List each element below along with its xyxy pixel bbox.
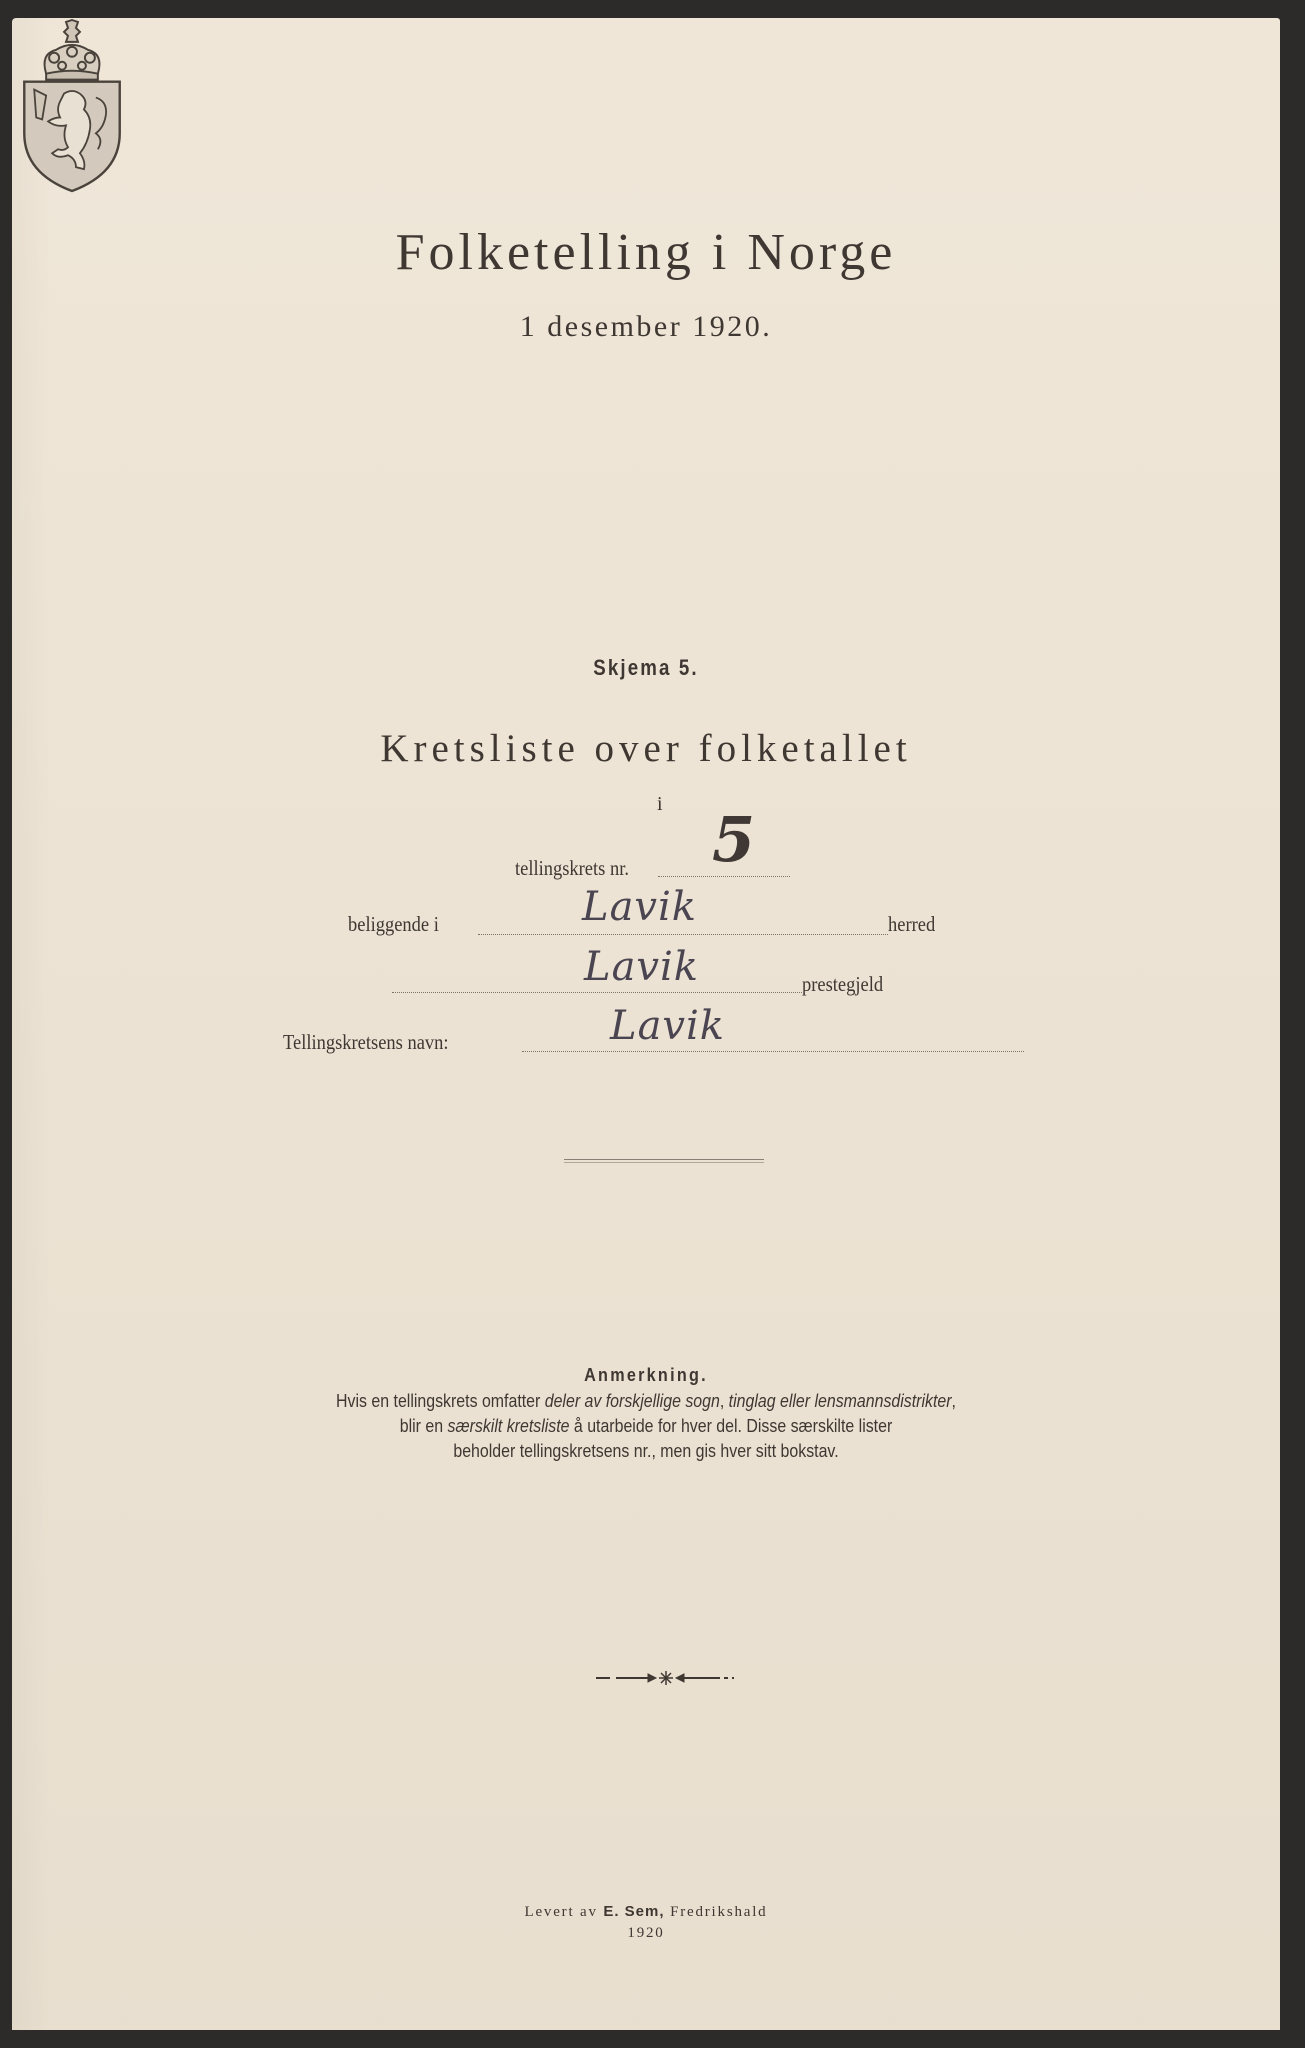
- norway-coat-of-arms-icon: [12, 18, 132, 193]
- note-line-2-text: blir en: [399, 1415, 448, 1436]
- divider-rule: [564, 1159, 764, 1160]
- tellingskrets-line: [658, 876, 790, 877]
- tellingskrets-label: tellingskrets nr.: [515, 856, 629, 880]
- note-line-1-italic-2: tinglag eller lensmannsdistrikter: [728, 1390, 952, 1411]
- printer-year: 1920: [627, 1925, 665, 1941]
- note-line-2-rest: å utarbeide for hver del. Disse særskilte lister: [569, 1415, 893, 1436]
- prestegjeld-value[interactable]: Lavik: [584, 944, 700, 990]
- prestegjeld-line: [392, 992, 802, 993]
- form-number: Skjema 5.: [593, 655, 699, 680]
- navn-label: Tellingskretsens navn:: [283, 1030, 449, 1054]
- note-title: Anmerkning.: [584, 1365, 708, 1385]
- note-line-3: beholder tellingskretsens nr., men gis hver sitt bokstav.: [453, 1440, 839, 1461]
- herred-line: [478, 934, 888, 935]
- printer-location: Fredrikshald: [664, 1904, 768, 1920]
- note-line-2: [101, 1415, 1191, 1437]
- ornament-divider-icon: [590, 1668, 742, 1688]
- form-title: Kretsliste over folketallet: [380, 727, 912, 770]
- navn-line: [522, 1051, 1024, 1052]
- printer-name: E. Sem,: [603, 1903, 665, 1920]
- printer-credit-prefix: Levert av: [524, 1904, 604, 1920]
- herred-value[interactable]: Lavik: [582, 884, 698, 930]
- printer-credit: [12, 1903, 1280, 1921]
- divider-rule-secondary: [564, 1162, 764, 1163]
- note-line-1-sep: ,: [719, 1390, 729, 1411]
- connector-text: i: [657, 793, 663, 815]
- navn-value[interactable]: Lavik: [610, 1003, 726, 1049]
- herred-suffix: herred: [888, 912, 936, 936]
- census-form-page: [12, 18, 1280, 2030]
- prestegjeld-suffix: prestegjeld: [802, 972, 884, 996]
- note-line-1-end: ,: [951, 1390, 956, 1411]
- note-line-2-italic: særskilt kretsliste: [447, 1415, 570, 1436]
- note-line-1: [101, 1390, 1191, 1412]
- document-title: Folketelling i Norge: [395, 224, 897, 281]
- tellingskrets-value[interactable]: 5: [712, 803, 756, 876]
- census-date: 1 desember 1920.: [519, 310, 773, 343]
- beliggende-label: beliggende i: [348, 912, 439, 936]
- note-line-1-text: Hvis en tellingskrets omfatter: [336, 1390, 545, 1411]
- note-line-1-italic: deler av forskjellige sogn: [544, 1390, 720, 1411]
